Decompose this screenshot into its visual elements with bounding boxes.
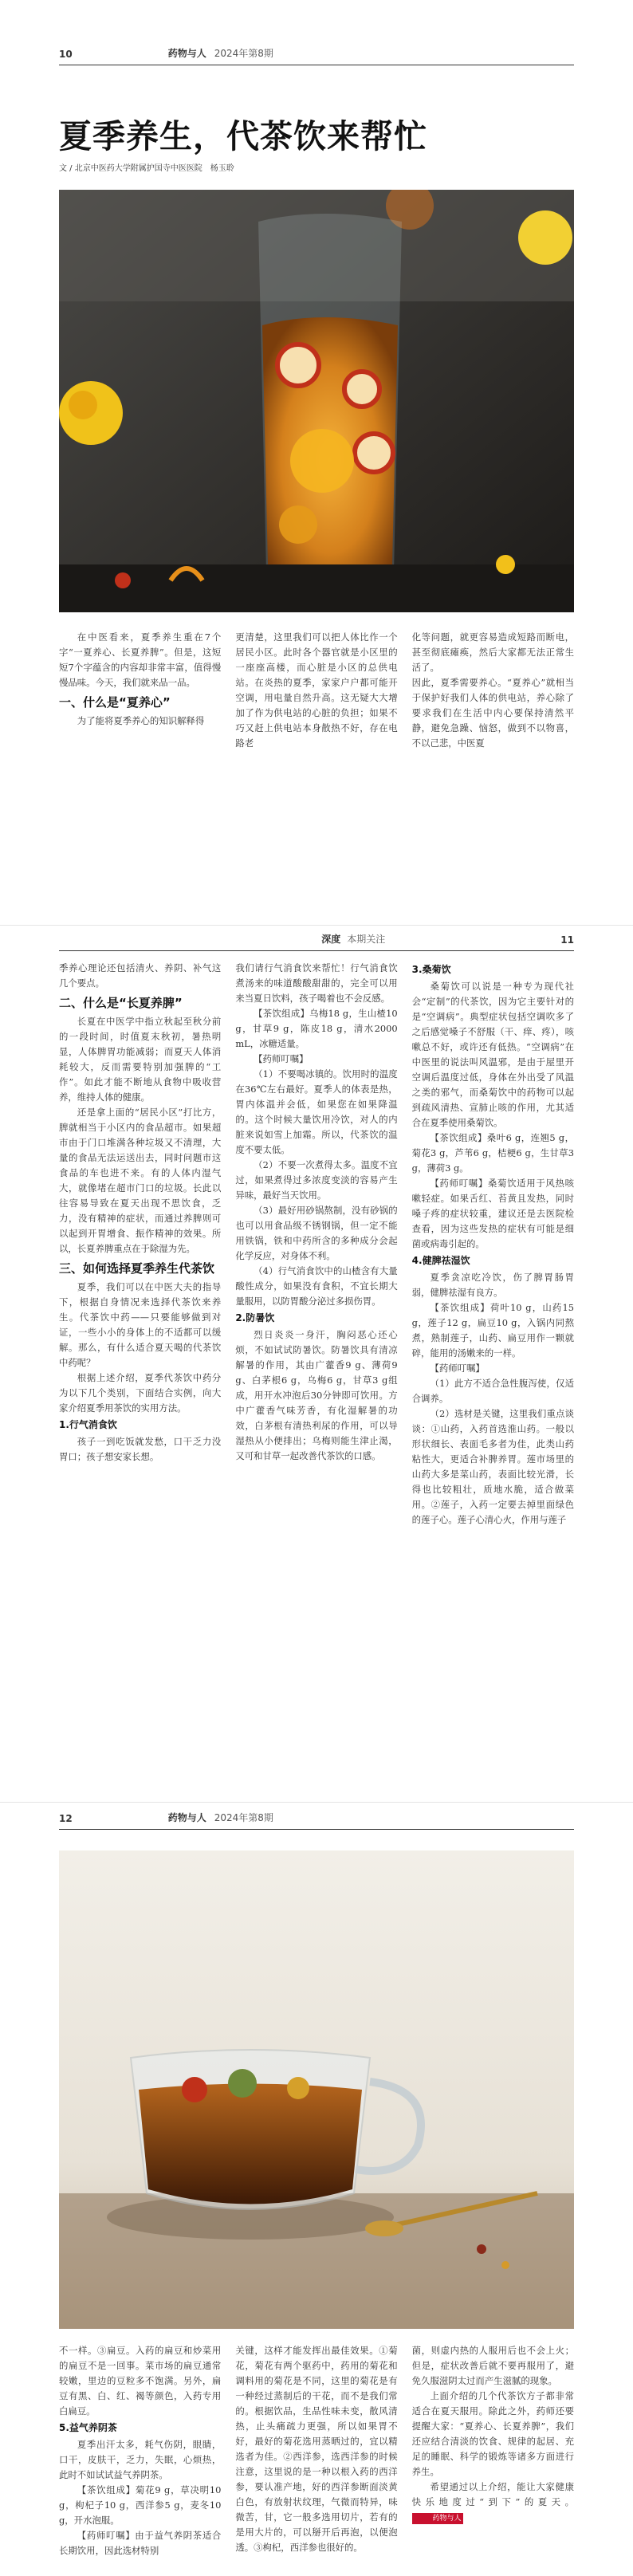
paragraph: 夏季贪凉吃冷饮，伤了脾胃肠胃弱，健脾祛湿有良方。 [411,1272,574,1298]
tip: （3）最好用砂锅熬制，没有砂锅的也可以用食品级不锈钢锅，但一定不能用铁锅，铁和中药所含的多种成分会起化学反应，对身体不利。 [235,1205,398,1261]
page-number: 11 [560,934,574,946]
section-heading: 二、什么是“长夏养脾” [59,996,183,1010]
issue-label: 2024年第8期 [214,1812,273,1823]
tip: （2）选材是关键，这里我们重点谈谈：①山药，入药首选淮山药。一般以形状细长、表面毛多者为佳，此类山药粘性大，更适合补脾养胃。莲市场里的山药大多是菜山药，表面比较光滑，长得也比较粗壮，质地水脆，适合做菜用。②莲子，入药一定要去掉里面绿色的莲子心。莲子心清心火，作用与莲子 [411,1408,574,1525]
paragraph: 菌，则虚内热的人服用后也不会上火；但是，症状改善后就不要再服用了，避免久服滋阴太过而产生滋腻的现象。 [411,2345,574,2386]
subsection-heading: 5.益气养阴茶 [59,2422,117,2433]
subsection-heading: 3.桑菊饮 [411,964,451,975]
section-heading: 一、什么是“夏养心” [59,695,171,710]
article-title: 夏季养生，代茶饮来帮忙 [59,117,427,155]
end-mark-logo: 药物与人 [412,2513,464,2524]
hero-image-tea-cup [59,1850,574,2329]
section-label: 深度 [321,934,341,945]
tips: 【药师叮嘱】桑菊饮适用于风热咳嗽轻症。如果舌红、苔黄且发热，同时嗓子疼的症状较重，建议还是去医院检查看，因为这些发热的症状有可能是细菌或病毒引起的。 [411,1178,574,1249]
paragraph: 化等问题，就更容易造成短路而断电，甚至彻底瘫痪，然后大家都无法正常生活了。 因此，夏季需要养心。“夏养心”就相当于保护好我们人体的供电站，养心除了要求我们在生活中内心要保持清然平静，避免急躁、恼怒，做到不以物喜，不以己悲，中医夏 [411,631,574,749]
paragraph: 还是拿上面的“居民小区”打比方，脾就相当于小区内的食品超市。如果超市由于门口堆满各种垃圾又不清理，大量的食品无法运送出去，同时问题市这食品的车也进不来。有的人体内湿气大，就像堵在超市门口的垃圾。长此以往容易导致在夏天出现不思饮食，乏力，没有精神的症状，而通过养脾则可以起到开胃增食、振作精神的效果。所以，长夏养脾重点在于除湿为先。 [59,1107,222,1254]
tips-heading: 【药师叮嘱】 [430,1363,485,1374]
paragraph: 孩子一到吃饭就发愁，口干乏力没胃口；孩子想安家长想。 [59,1436,222,1462]
column-3 [412,961,574,1528]
hero-image-tea-glass [59,190,574,612]
tip: （4）行气消食饮中的山楂含有大量酸性成分，如果没有食积，不宜长期大量服用，以防胃酸分泌过多损伤胃。 [235,1265,398,1307]
tips-heading: 【药师叮嘱】 [254,1053,309,1064]
paragraph: 不一样。③扁豆。入药的扁豆和炒菜用的扁豆不是一回事。菜市场的扁豆通常较嫩，里边的豆粒多不饱满。另外，扁豆有黑、白、红、褐等颜色，入药专用白扁豆。 [59,2345,222,2417]
tip: （1）此方不适合急性腹泻使，仅适合调养。 [411,1378,574,1404]
page-number: 12 [59,1813,73,1824]
page-number: 10 [59,49,73,60]
recipe: 【茶饮组成】桑叶6 g，连翘5 g，菊花3 g，芦苇6 g，桔梗6 g，生甘草3 g，薄荷3 g。 [411,1132,574,1174]
tip: （2）不要一次煮得太多。温度不宜过，如果煮得过多浓度变淡的容易产生异味，最好当天饮用。 [235,1159,398,1201]
recipe: 【茶饮组成】菊花9 g，草决明10 g，枸杞子10 g，西洋参5 g，麦冬10 g，开水泡服。 [59,2484,222,2526]
column-1 [59,961,221,1528]
running-header [59,924,574,951]
section-heading: 三、如何选择夏季养生代茶饮 [59,1261,215,1276]
page-11 [0,925,633,1802]
page-12 [0,1802,633,2576]
subsection-heading: 4.健脾祛湿饮 [411,1255,470,1266]
paragraph: 我们请行气消食饮来帮忙！行气消食饮煮汤来的味道酸酸甜甜的，完全可以用来当夏日饮料，孩子喝着也不会反感。 [235,962,398,1004]
column-1 [59,630,221,751]
paragraph: 上面介绍的几个代茶饮方子都非常适合在夏天服用。除此之外，药师还要提醒大家：“夏养心、长夏养脾”，我们还应结合清淡的饮食、规律的起居、充足的睡眠、科学的锻炼等诸多方面进行养生。 [411,2390,574,2477]
running-header [59,38,574,65]
column-2 [235,961,397,1528]
magazine-name: 药物与人 [167,1812,206,1823]
paragraph: 桑菊饮可以说是一种专为现代社会“定制”的代茶饮，因为它主要针对的是“空调病”。典型症状包括空调吹多了之后感觉嗓子不舒服（干、痒、疼），咳嗽总不好，或许还有低热。“空调病”在中医里的说法叫风温邪，是由于屋里开空调后温度过低，身体在外出受了风温之类的邪气，而桑菊饮中的药物可以起到疏风清热、宣肺止咳的作用，尤其适合在夏季使用桑菊饮。 [411,981,574,1128]
paragraph: 根据上述介绍，夏季代茶饮中药分为以下几个类别，下面结合实例，向大家介绍夏季用茶饮的实用方法。 [59,1372,222,1414]
subsection-heading: 1.行气消食饮 [59,1419,117,1430]
page-10 [0,0,633,925]
column-2 [235,630,397,751]
paragraph: 夏季出汗太多，耗气伤阴，眼睛，口干，皮肤干，乏力，失眠，心烦热，此时不如试试益气养阴茶。 [59,2439,222,2480]
tips: 【药师叮嘱】由于益气养阴茶适合长期饮用，因此选材特别 [59,2530,222,2556]
recipe: 【茶饮组成】荷叶10 g，山药15 g，莲子12 g，扁豆10 g，入锅内同熬煮，熟制莲子，山药、扁豆用作一颗就碎，能用的汤嫩来的一样。 [411,1302,574,1359]
paragraph: 长夏在中医学中指立秋起至秋分前的一段时间，时值夏末秋初，暑热明显，人体脾胃功能减弱；而夏天人体消耗较大，反而需要特别加强脾的“工作”。如此才能不断地从食物中吸收营养，维持人体的健康。 [59,1016,222,1103]
intro-paragraph: 在中医看来，夏季养生重在7个字“一夏养心、长夏养脾”。但是，这短短7个字蕴含的内容却非常丰富，值得慢慢品味。今天，我们就来品一品。 [59,631,222,688]
subsection-heading: 2.防暑饮 [235,1312,275,1323]
running-header [59,1803,574,1830]
paragraph: 夏季，我们可以在中医大夫的指导下，根据自身情况来选择代茶饮来养生。代茶饮中药——只要能够做到对证，一些小小的身体上的不适都可以缓解。那么，有什么适合夏天喝的代茶饮中药呢？ [59,1281,222,1368]
body-columns [59,2343,574,2558]
body-columns [59,961,574,1528]
column-3 [412,630,574,751]
closing-text: 希望通过以上介绍，能让大家健康快乐地度过“到下”的夏天。 [411,2481,574,2507]
paragraph [412,2480,574,2525]
paragraph: 更清楚，这里我们可以把人体比作一个居民小区。此时各个器官就是小区里的一座座高楼，而心脏是小区的总供电站。在炎热的夏季，家家户户都可能开空调，用电量自然升高。这无疑大大增加了作为供电站的心脏的负担；如果不巧又赶上供电站本身散热不好，存在电路老 [235,631,398,749]
column-1 [59,2343,221,2558]
body-columns [59,630,574,751]
issue-label: 2024年第8期 [214,48,273,59]
paragraph: 为了能将夏季养心的知识解释得 [77,715,205,726]
tip: （1）不要喝冰镇的。饮用时的温度在36℃左右最好。夏季人的体表是热，胃内体温并会低，如果您在如果降温的。这个时候大量饮用冷饮，对人的内脏来说如雪上加霜。所以，代茶饮的温度不要太低。 [235,1068,398,1155]
paragraph: 关键，这样才能发挥出最佳效果。①菊花，菊花有两个驱药中，药用的菊花和调料用的菊花是不同，这里的菊花是有一种经过蒸制后的干花，而不是我们常的。根据饮品，生品性味未变，散风清热，止头痛疏力更强，所以如果胃不好，最好的菊花选用蒸晒过的，宜以精选者为佳。②西洋参，选西洋参的时候注意，这里说的是一种以根入药的西洋参，要认准产地，好的西洋参断面淡黄白色，有放射状纹理，气微而特异，味微苦，甘，它一般多选用切片，若有的是用大片的，可以掰开后再泡，以便泡透。③枸杞，西洋参也很好的。 [235,2345,398,2553]
recipe: 【茶饮组成】乌梅18 g，生山楂10 g，甘草9 g，陈皮18 g，清水2000 mL，冰糖适量。 [235,1008,398,1049]
magazine-name: 药物与人 [167,48,206,59]
paragraph: 季养心理论还包括清火、养阴、补气这几个要点。 [59,962,222,989]
column-2 [235,2343,397,2558]
byline: 文 / 北京中医药大学附属护国寺中医医院 杨玉聆 [59,164,234,173]
paragraph: 烈日炎炎一身汗，胸闷恶心还心烦，不如试试防暑饮。防暑饮具有清凉解暑的作用，其由广藿香9 g、薄荷9 g、白茅根6 g，乌梅6 g，甘草3 g组成，用开水冲泡后30分钟即可饮用。方中广藿香气味芳香，有化湿解暑的功效，白茅根有清热利尿的作用，可以导湿热从小便排出；乌梅则能生津止渴，又可和甘草一起改善代茶饮的口感。 [235,1329,398,1461]
column-3 [412,2343,574,2558]
column-label: 本期关注 [347,934,386,945]
